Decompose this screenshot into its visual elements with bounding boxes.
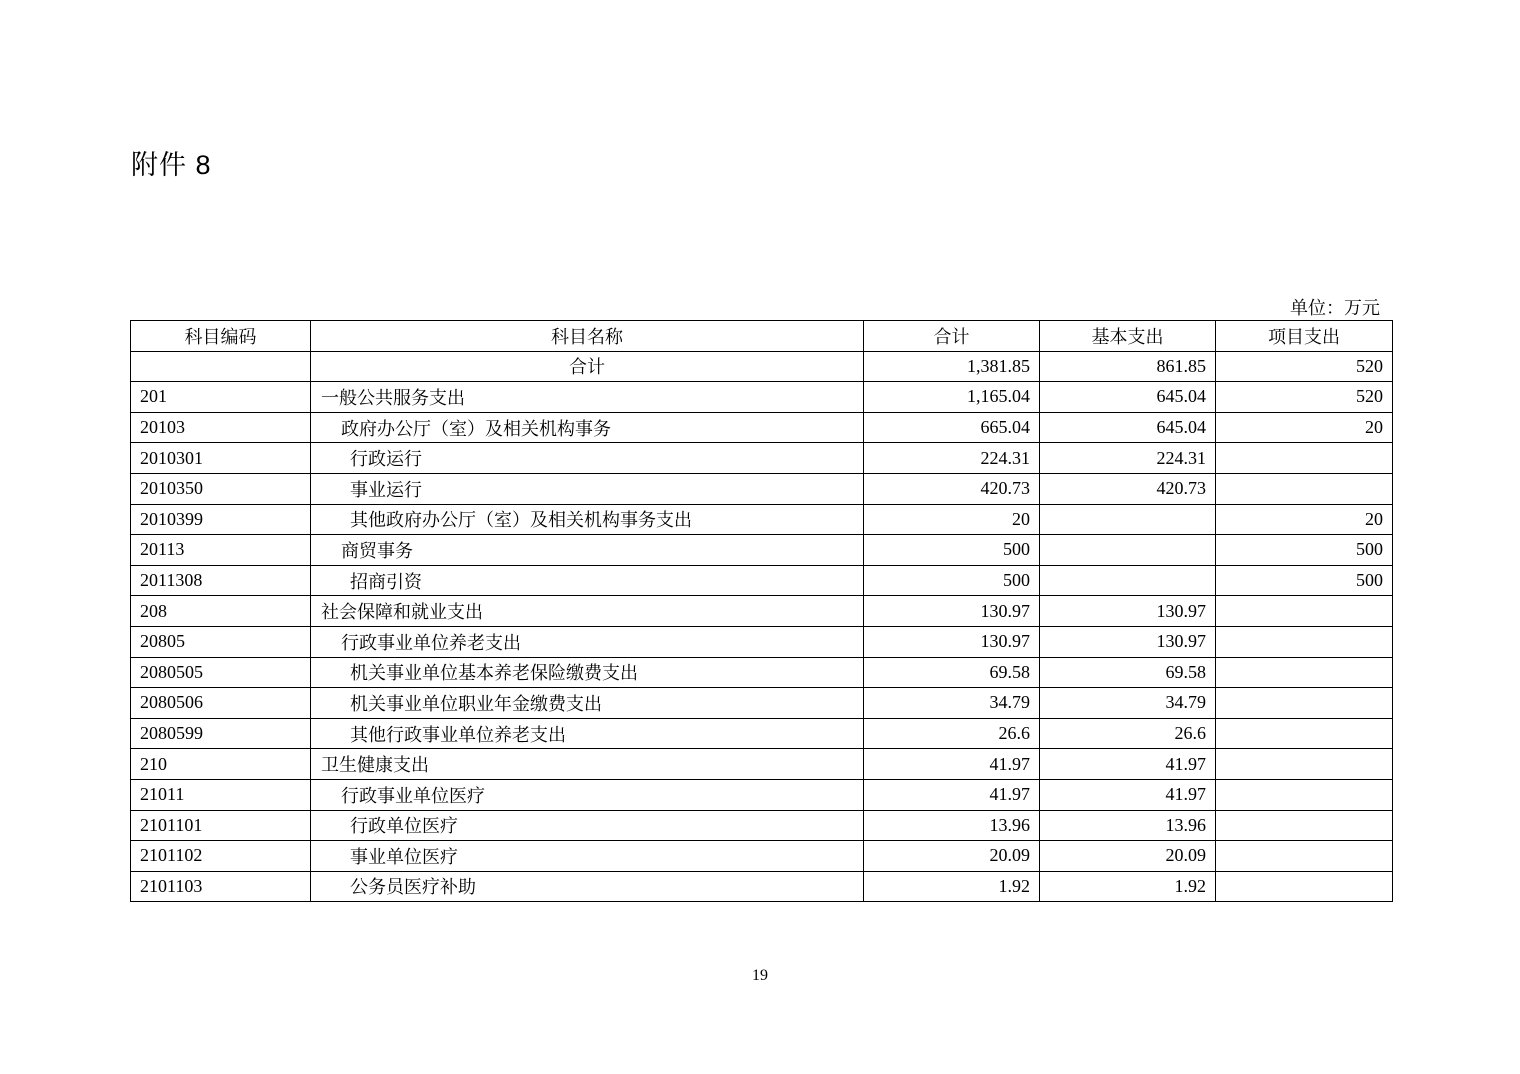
cell-basic bbox=[1040, 535, 1216, 566]
cell-total: 1,381.85 bbox=[864, 351, 1040, 382]
table-row bbox=[131, 382, 1393, 413]
cell-basic: 130.97 bbox=[1040, 626, 1216, 657]
cell-code: 201 bbox=[131, 382, 311, 413]
cell-name: 行政事业单位养老支出 bbox=[311, 626, 864, 657]
cell-project bbox=[1216, 779, 1393, 810]
table-row bbox=[131, 657, 1393, 688]
cell-name: 社会保障和就业支出 bbox=[311, 596, 864, 627]
cell-basic: 13.96 bbox=[1040, 810, 1216, 841]
cell-basic: 20.09 bbox=[1040, 841, 1216, 872]
cell-code: 2080599 bbox=[131, 718, 311, 749]
cell-total: 20.09 bbox=[864, 841, 1040, 872]
cell-code: 20103 bbox=[131, 412, 311, 443]
cell-project bbox=[1216, 473, 1393, 504]
table-row bbox=[131, 535, 1393, 566]
header-basic: 基本支出 bbox=[1040, 321, 1216, 352]
table-row bbox=[131, 841, 1393, 872]
cell-name: 机关事业单位职业年金缴费支出 bbox=[311, 688, 864, 719]
cell-project: 520 bbox=[1216, 351, 1393, 382]
cell-basic: 645.04 bbox=[1040, 382, 1216, 413]
cell-project bbox=[1216, 626, 1393, 657]
cell-total: 420.73 bbox=[864, 473, 1040, 504]
cell-project bbox=[1216, 443, 1393, 474]
cell-project: 20 bbox=[1216, 504, 1393, 535]
cell-project bbox=[1216, 596, 1393, 627]
cell-code: 2101101 bbox=[131, 810, 311, 841]
cell-total: 34.79 bbox=[864, 688, 1040, 719]
attachment-title: 附件 8 bbox=[131, 150, 212, 180]
cell-basic: 41.97 bbox=[1040, 749, 1216, 780]
cell-name: 合计 bbox=[311, 351, 864, 382]
cell-project: 500 bbox=[1216, 565, 1393, 596]
cell-project bbox=[1216, 749, 1393, 780]
cell-basic: 645.04 bbox=[1040, 412, 1216, 443]
table-row bbox=[131, 810, 1393, 841]
cell-basic bbox=[1040, 504, 1216, 535]
cell-name: 行政事业单位医疗 bbox=[311, 779, 864, 810]
table-row bbox=[131, 565, 1393, 596]
cell-code: 2011308 bbox=[131, 565, 311, 596]
cell-basic: 26.6 bbox=[1040, 718, 1216, 749]
table-row bbox=[131, 504, 1393, 535]
cell-name: 行政运行 bbox=[311, 443, 864, 474]
cell-name: 机关事业单位基本养老保险缴费支出 bbox=[311, 657, 864, 688]
cell-total: 130.97 bbox=[864, 596, 1040, 627]
cell-total: 20 bbox=[864, 504, 1040, 535]
table-row bbox=[131, 351, 1393, 382]
cell-total: 13.96 bbox=[864, 810, 1040, 841]
table-row bbox=[131, 718, 1393, 749]
cell-name: 其他行政事业单位养老支出 bbox=[311, 718, 864, 749]
unit-label: 单位：万元 bbox=[1290, 298, 1380, 318]
cell-name: 事业单位医疗 bbox=[311, 841, 864, 872]
header-total: 合计 bbox=[864, 321, 1040, 352]
cell-code: 2080506 bbox=[131, 688, 311, 719]
cell-total: 224.31 bbox=[864, 443, 1040, 474]
cell-name: 政府办公厅（室）及相关机构事务 bbox=[311, 412, 864, 443]
cell-total: 1.92 bbox=[864, 871, 1040, 902]
cell-total: 41.97 bbox=[864, 779, 1040, 810]
cell-project bbox=[1216, 657, 1393, 688]
table-row bbox=[131, 412, 1393, 443]
cell-project bbox=[1216, 841, 1393, 872]
cell-basic: 861.85 bbox=[1040, 351, 1216, 382]
cell-code: 208 bbox=[131, 596, 311, 627]
cell-code: 20113 bbox=[131, 535, 311, 566]
table-row bbox=[131, 443, 1393, 474]
cell-total: 26.6 bbox=[864, 718, 1040, 749]
cell-code: 2010350 bbox=[131, 473, 311, 504]
cell-project bbox=[1216, 688, 1393, 719]
cell-project: 20 bbox=[1216, 412, 1393, 443]
cell-basic: 224.31 bbox=[1040, 443, 1216, 474]
cell-total: 41.97 bbox=[864, 749, 1040, 780]
cell-name: 公务员医疗补助 bbox=[311, 871, 864, 902]
table-row bbox=[131, 626, 1393, 657]
cell-total: 500 bbox=[864, 565, 1040, 596]
cell-total: 130.97 bbox=[864, 626, 1040, 657]
cell-name: 商贸事务 bbox=[311, 535, 864, 566]
table-body bbox=[131, 351, 1393, 902]
cell-total: 1,165.04 bbox=[864, 382, 1040, 413]
header-project: 项目支出 bbox=[1216, 321, 1393, 352]
cell-project bbox=[1216, 718, 1393, 749]
cell-code: 2080505 bbox=[131, 657, 311, 688]
cell-code: 2010399 bbox=[131, 504, 311, 535]
cell-code: 2101102 bbox=[131, 841, 311, 872]
cell-code: 20805 bbox=[131, 626, 311, 657]
cell-project: 520 bbox=[1216, 382, 1393, 413]
cell-name: 事业运行 bbox=[311, 473, 864, 504]
table-row bbox=[131, 749, 1393, 780]
cell-basic: 34.79 bbox=[1040, 688, 1216, 719]
cell-project bbox=[1216, 810, 1393, 841]
cell-basic: 41.97 bbox=[1040, 779, 1216, 810]
cell-code: 210 bbox=[131, 749, 311, 780]
cell-basic: 69.58 bbox=[1040, 657, 1216, 688]
cell-total: 665.04 bbox=[864, 412, 1040, 443]
table-row bbox=[131, 779, 1393, 810]
cell-name: 其他政府办公厅（室）及相关机构事务支出 bbox=[311, 504, 864, 535]
cell-basic bbox=[1040, 565, 1216, 596]
budget-table bbox=[130, 320, 1393, 902]
cell-basic: 130.97 bbox=[1040, 596, 1216, 627]
cell-total: 500 bbox=[864, 535, 1040, 566]
cell-basic: 1.92 bbox=[1040, 871, 1216, 902]
cell-name: 卫生健康支出 bbox=[311, 749, 864, 780]
cell-total: 69.58 bbox=[864, 657, 1040, 688]
cell-code: 2101103 bbox=[131, 871, 311, 902]
page-number: 19 bbox=[752, 967, 768, 984]
header-code: 科目编码 bbox=[131, 321, 311, 352]
cell-code: 2010301 bbox=[131, 443, 311, 474]
header-name: 科目名称 bbox=[311, 321, 864, 352]
cell-name: 行政单位医疗 bbox=[311, 810, 864, 841]
table-row bbox=[131, 688, 1393, 719]
cell-project bbox=[1216, 871, 1393, 902]
table-row bbox=[131, 871, 1393, 902]
table-row bbox=[131, 596, 1393, 627]
table-row bbox=[131, 473, 1393, 504]
cell-name: 招商引资 bbox=[311, 565, 864, 596]
cell-project: 500 bbox=[1216, 535, 1393, 566]
cell-basic: 420.73 bbox=[1040, 473, 1216, 504]
cell-name: 一般公共服务支出 bbox=[311, 382, 864, 413]
table-header-row bbox=[131, 321, 1393, 352]
cell-code bbox=[131, 351, 311, 382]
cell-code: 21011 bbox=[131, 779, 311, 810]
